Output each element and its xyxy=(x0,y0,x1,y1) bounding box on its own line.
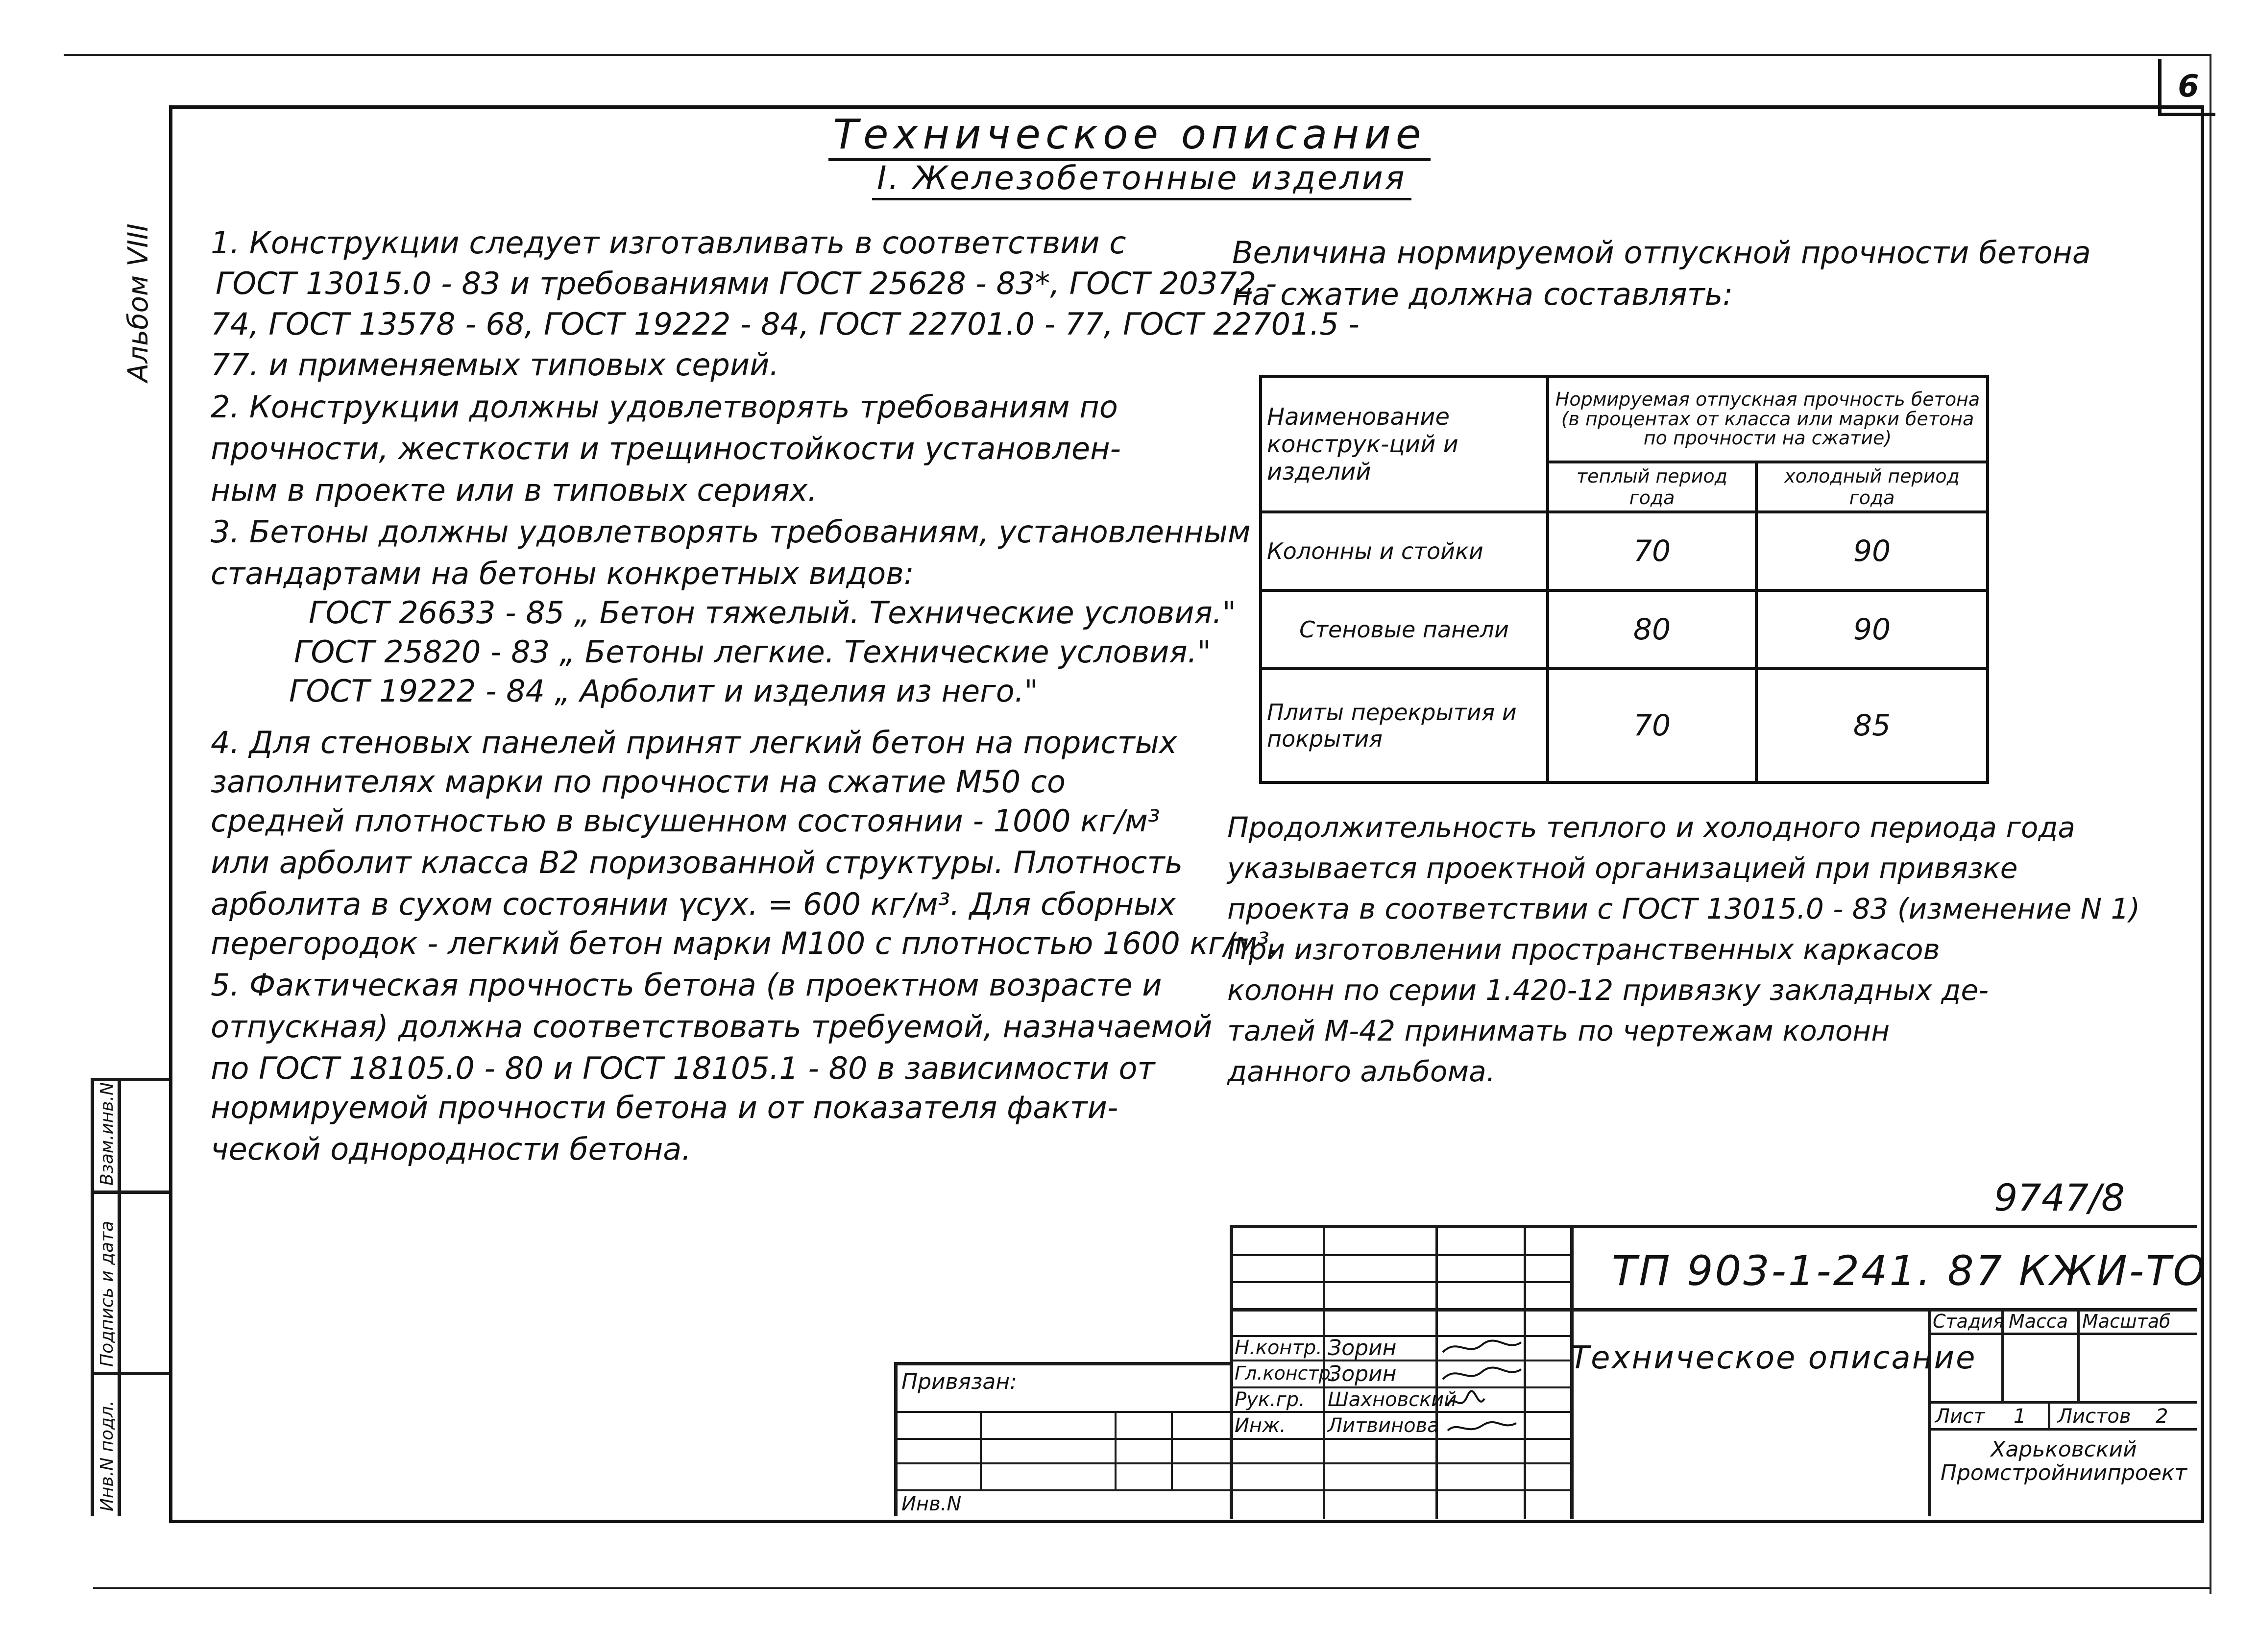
table-header-warm: теплый период года xyxy=(1548,462,1756,512)
row-warm: 80 xyxy=(1548,590,1756,669)
tb-line xyxy=(1230,1281,1573,1283)
tb-line xyxy=(1171,1411,1173,1489)
left-text-line: ГОСТ 19222 - 84 „ Арболит и изделия из него." xyxy=(289,673,1038,709)
role-label: Рук.гр. xyxy=(1235,1388,1305,1411)
left-text-line: перегородок - легкий бетон марки М100 с плотностью 1600 кг/м³. xyxy=(211,925,1279,961)
row-name: Стеновые панели xyxy=(1261,590,1548,669)
tb-line xyxy=(1230,1489,1573,1491)
album-label: Альбом VIII xyxy=(122,223,154,382)
sheets-label: Листов xyxy=(2058,1405,2131,1428)
left-text-line: арболита в сухом состоянии γсух. = 600 кг/м³. Для сборных xyxy=(211,886,1176,922)
tb-line xyxy=(1230,1225,1233,1519)
row-cold: 90 xyxy=(1756,512,1988,590)
left-text-line: 2. Конструкции должны удовлетворять требованиям по xyxy=(211,389,1118,425)
left-text-line: 74, ГОСТ 13578 - 68, ГОСТ 19222 - 84, ГОСТ 22701.0 - 77, ГОСТ 22701.5 - xyxy=(211,306,1360,342)
sheet-number: 6 xyxy=(2158,59,2215,116)
table-row xyxy=(1261,512,1988,590)
signatures-icon xyxy=(1438,1333,1526,1440)
tb-line xyxy=(894,1438,1232,1440)
right-intro-line: на сжатие должна составлять: xyxy=(1232,276,1733,312)
sheets-value: 2 xyxy=(2156,1405,2168,1428)
right-text-line: талей М-42 принимать по чертежам колонн xyxy=(1227,1014,1890,1047)
row-warm: 70 xyxy=(1548,512,1756,590)
role-label: Н.контр. xyxy=(1235,1336,1322,1359)
left-text-line: 1. Конструкции следует изготавливать в соответствии с xyxy=(211,225,1126,261)
role-name: Литвинова xyxy=(1328,1414,1439,1437)
bottom-rule xyxy=(93,1587,2210,1589)
left-text-line: ческой однородности бетона. xyxy=(211,1131,692,1167)
table-row xyxy=(1261,590,1988,669)
tb-line xyxy=(2048,1401,2050,1428)
tb-line xyxy=(980,1411,982,1489)
tb-line xyxy=(894,1362,1232,1365)
tb-line xyxy=(894,1411,1232,1413)
stamp-podpis-label: Подпись и дата xyxy=(97,1220,117,1367)
row-name: Плиты перекрытия и покрытия xyxy=(1261,669,1548,782)
hand-number: 9747/8 xyxy=(1994,1176,2125,1219)
row-warm: 70 xyxy=(1548,669,1756,782)
document-code: ТП 903-1-241. 87 КЖИ-ТО xyxy=(1612,1247,2208,1295)
stamp-divider xyxy=(91,1078,169,1081)
left-text-line: прочности, жесткости и трещиностойкости установлен- xyxy=(211,431,1121,466)
scale-label: Масштаб xyxy=(2082,1311,2171,1332)
tb-line xyxy=(1230,1225,2197,1228)
left-text-line: стандартами на бетоны конкретных видов: xyxy=(211,556,914,591)
table-header-name: Наименование конструк-ций и изделий xyxy=(1261,376,1548,512)
page-title xyxy=(0,110,2259,158)
right-intro-line: Величина нормируемой отпускной прочности бетона xyxy=(1232,235,2091,270)
sheet-value: 1 xyxy=(2014,1405,2026,1428)
document-name: Техническое описание xyxy=(1570,1340,1977,1376)
stamp-vzam-label: Взам.инв.N xyxy=(97,1082,117,1186)
mass-label: Масса xyxy=(2009,1311,2068,1332)
role-name: Зорин xyxy=(1328,1361,1397,1386)
tb-line xyxy=(2077,1308,2080,1401)
tb-line xyxy=(1928,1308,1931,1516)
left-text-line: ным в проекте или в типовых сериях. xyxy=(211,472,818,508)
role-label: Инж. xyxy=(1235,1414,1286,1437)
inv-label: Инв.N xyxy=(901,1493,962,1515)
organization-name: Харьковский Промстройниипроект xyxy=(1940,1437,2187,1486)
left-text-line: 77. и применяемых типовых серий. xyxy=(211,347,779,383)
stamp-divider xyxy=(91,1078,94,1516)
left-text-line: нормируемой прочности бетона и от показателя факти- xyxy=(211,1090,1118,1125)
strength-table xyxy=(1259,375,1989,784)
section-title: I. Железобетонные изделия xyxy=(872,159,1411,200)
right-text-line: данного альбома. xyxy=(1227,1055,1496,1088)
role-name: Шахновский xyxy=(1328,1388,1457,1411)
table-header-cold: холодный период года xyxy=(1756,462,1988,512)
left-text-line: 5. Фактическая прочность бетона (в проектном возрасте и xyxy=(211,967,1162,1003)
left-text-line: или арболит класса В2 поризованной структуры. Плотность xyxy=(211,845,1183,880)
stage-label: Стадия xyxy=(1933,1311,2004,1332)
row-name: Колонны и стойки xyxy=(1261,512,1548,590)
tb-line xyxy=(1928,1401,2197,1404)
tb-line xyxy=(1115,1411,1117,1489)
stamp-divider xyxy=(91,1372,169,1375)
stamp-inv-label: Инв.N подл. xyxy=(97,1400,117,1511)
privyazan-label: Привязан: xyxy=(901,1369,1017,1394)
tb-line xyxy=(1230,1462,1573,1464)
left-text-line: ГОСТ 13015.0 - 83 и требованиями ГОСТ 25628 - 83*, ГОСТ 20372 - xyxy=(216,266,1277,301)
page-title-text: Техническое описание xyxy=(828,110,1431,161)
left-text-line: ГОСТ 25820 - 83 „ Бетоны легкие. Технические условия." xyxy=(294,634,1211,670)
stamp-divider xyxy=(91,1190,169,1194)
tb-line xyxy=(894,1489,1232,1491)
left-text-line: отпускная) должна соответствовать требуемой, назначаемой xyxy=(211,1009,1213,1045)
left-text-line: средней плотностью в высушенном состоянии - 1000 кг/м³ xyxy=(211,803,1160,839)
tb-line xyxy=(894,1462,1232,1464)
row-cold: 85 xyxy=(1756,669,1988,782)
right-text-line: колонн по серии 1.420-12 привязку закладных де- xyxy=(1227,973,1989,1007)
table-header-group: Нормируемая отпускная прочность бетона (в процентах от класса или марки бетона по прочности на сжатие) xyxy=(1548,376,1988,462)
left-text-line: заполнителях марки по прочности на сжатие М50 со xyxy=(211,764,1066,800)
role-label: Гл.констр. xyxy=(1235,1362,1336,1384)
tb-line xyxy=(1928,1428,2197,1431)
row-cold: 90 xyxy=(1756,590,1988,669)
right-text-line: проекта в соответствии с ГОСТ 13015.0 - 83 (изменение N 1) xyxy=(1227,892,2140,925)
left-text-line: по ГОСТ 18105.0 - 80 и ГОСТ 18105.1 - 80 в зависимости от xyxy=(211,1050,1155,1086)
right-text-line: Продолжительность теплого и холодного периода года xyxy=(1227,811,2075,844)
table-row xyxy=(1261,669,1988,782)
tb-line xyxy=(1230,1254,1573,1256)
role-name: Зорин xyxy=(1328,1336,1397,1360)
right-text-line: При изготовлении пространственных каркасов xyxy=(1227,933,1940,966)
sheet-label: Лист xyxy=(1935,1405,1985,1428)
left-text-line: 4. Для стеновых панелей принят легкий бетон на пористых xyxy=(211,725,1177,760)
tb-line xyxy=(1928,1333,2197,1335)
left-text-line: ГОСТ 26633 - 85 „ Бетон тяжелый. Технические условия." xyxy=(309,595,1237,631)
left-text-line: 3. Бетоны должны удовлетворять требованиям, установленным xyxy=(211,514,1251,550)
right-text-line: указывается проектной организацией при привязке xyxy=(1227,851,2018,885)
stamp-divider xyxy=(118,1078,121,1516)
